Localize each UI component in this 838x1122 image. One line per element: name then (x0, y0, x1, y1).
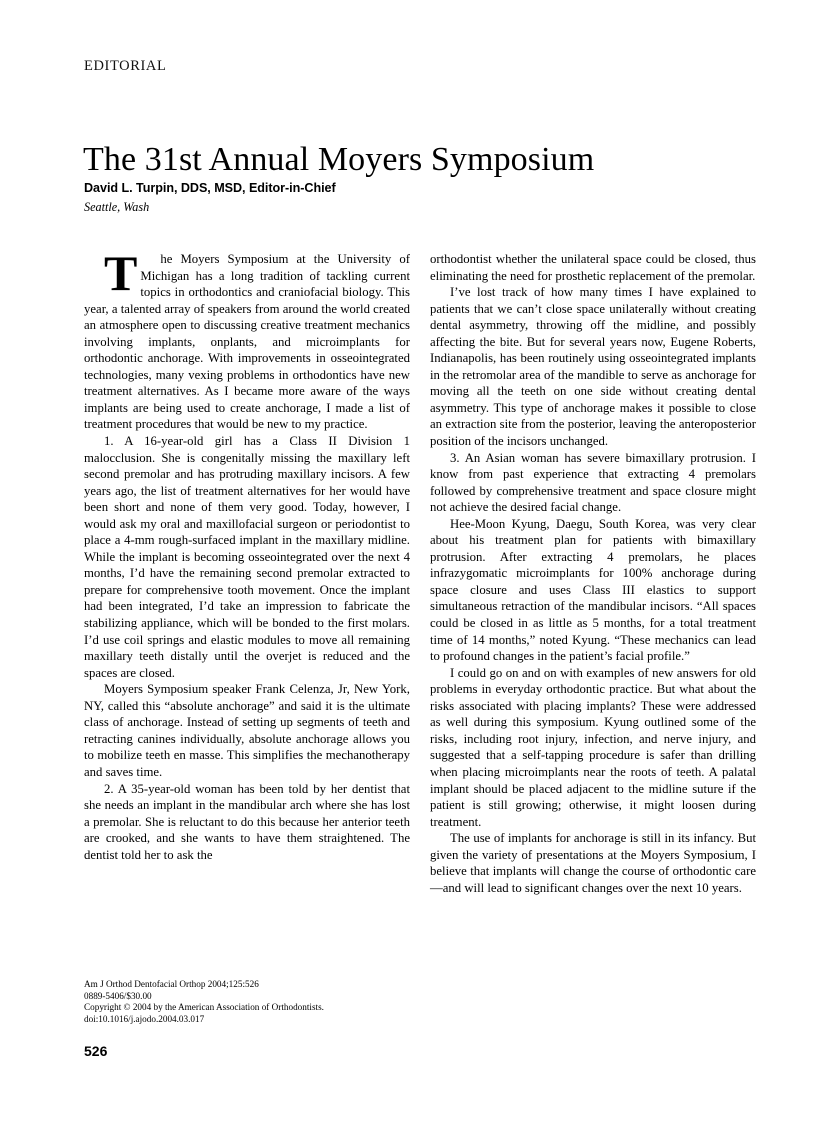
footnote-copyright: Copyright © 2004 by the American Association of Orthodontists. (84, 1002, 324, 1013)
paragraph: Moyers Symposium speaker Frank Celenza, Jr, New York, NY, called this “absolute anchorage” and said it is the ultimate class of anchorage. Instead of setting up segments of teeth and retracting canines individually, absolute anchorage allows you to mobilize teeth en masse. This simplifies the mechanotherapy and saves time. (84, 682, 410, 779)
paragraph: 3. An Asian woman has severe bimaxillary protrusion. I know from past experience that extracting 4 premolars followed by comprehensive treatment and space closure might not achieve the desired facial change. (430, 450, 756, 515)
paragraph: orthodontist whether the unilateral space could be closed, thus eliminating the need for prosthetic replacement of the premolar. (430, 252, 756, 283)
footnote-issn-price: 0889-5406/$30.00 (84, 990, 152, 1001)
paragraph: I’ve lost track of how many times I have explained to patients that we can’t close space unilaterally without creating dental asymmetry, throwing off the midline, and possibly affecting the bite. But for several years now, Eugene Roberts, Indianapolis, has been routinely using osseointegrated implants in the retromolar area of the mandible to serve as anchorage for moving all the teeth on one side without creating dental asymmetry. This type of anchorage makes it possible to close an extraction site from the posterior, leaving the anteroposterior position of the incisors unchanged. (430, 285, 756, 449)
page-title: The 31st Annual Moyers Symposium (83, 140, 595, 178)
paragraph: Hee-Moon Kyung, Daegu, South Korea, was very clear about his treatment plan for patients with bimaxillary protrusion. After extracting 4 premolars, he places infrazygomatic microimplants for 100% anchorage during space closure and uses Class III elastics to support simultaneous retraction of the mandibular incisors. “All spaces could be closed in as little as 5 months, for a total treatment time of 14 months,” noted Kyung. “These mechanics can lead to profound changes in the patient’s facial profile.” (430, 516, 756, 664)
drop-cap-letter: T (104, 245, 138, 301)
author-byline: David L. Turpin, DDS, MSD, Editor-in-Chief (84, 181, 336, 195)
footnote-block (84, 979, 414, 1025)
footnote-citation: Am J Orthod Dentofacial Orthop 2004;125:526 (84, 979, 259, 989)
paragraph: The use of implants for anchorage is still in its infancy. But given the variety of presentations at the Moyers Symposium, I believe that implants will change the course of orthodontic care—and will lead to significant changes over the next 10 years. (430, 831, 756, 895)
author-affiliation: Seattle, Wash (84, 200, 150, 214)
paragraph: 2. A 35-year-old woman has been told by her dentist that she needs an implant in the mandibular arch where she has lost a premolar. She is reluctant to do this because her anterior teeth are crooked, and she wants to have them straightened. The dentist told her to ask the (84, 781, 410, 862)
paragraph: I could go on and on with examples of new answers for old problems in everyday orthodontic practice. But what about the risks associated with placing implants? These were addressed as well during this symposium. Kyung outlined some of the risks, including root injury, infection, and nerve injury, and suggested that a self-tapping procedure is safer than drilling when placing microimplants near the roots of teeth. A palatal implant should be placed adjacent to the midline suture if the patient is still growing; otherwise, it might loosen during treatment. (430, 665, 756, 829)
paragraph (84, 245, 410, 433)
body-column-right (430, 251, 756, 896)
page-number: 526 (84, 1043, 108, 1059)
section-kicker: EDITORIAL (84, 58, 167, 74)
paragraph-text: he Moyers Symposium at the University of Michigan has a long tradition of tackling current topics in orthodontics and craniofacial biology. This year, a talented array of speakers from around the world created an atmosphere open to discussing creative treatment mechanics involving implants, onplants, and microimplants for orthodontic anchorage. With improvements in osseointegrated technologies, many vexing problems in orthodontics have new treatment alternatives. As I became more aware of the ways implants are being used to create anchorage, I made a list of treatment procedures that would be new to my practice. (84, 252, 410, 432)
footnote-doi: doi:10.1016/j.ajodo.2004.03.017 (84, 1013, 205, 1024)
body-column-left (84, 245, 410, 863)
paragraph: 1. A 16-year-old girl has a Class II Division 1 malocclusion. She is congenitally missing the maxillary left second premolar and has protruding maxillary incisors. A few years ago, the list of treatment alternatives for her would have been short and none of them very good. Today, however, I would ask my oral and maxillofacial surgeon or periodontist to place a 4-mm rough-surfaced implant in the maxillary midline. While the implant is becoming osseointegrated over the next 4 months, I’d have the remaining second premolar extracted to prepare for comprehensive tooth movement. Once the implant had been integrated, I’d take an impression to fabricate the stabilizing appliance, which will be bonded to the first molars. I’d use coil springs and elastic modules to move all remaining maxillary teeth distally until the overjet is reduced and the spaces are closed. (84, 434, 410, 680)
